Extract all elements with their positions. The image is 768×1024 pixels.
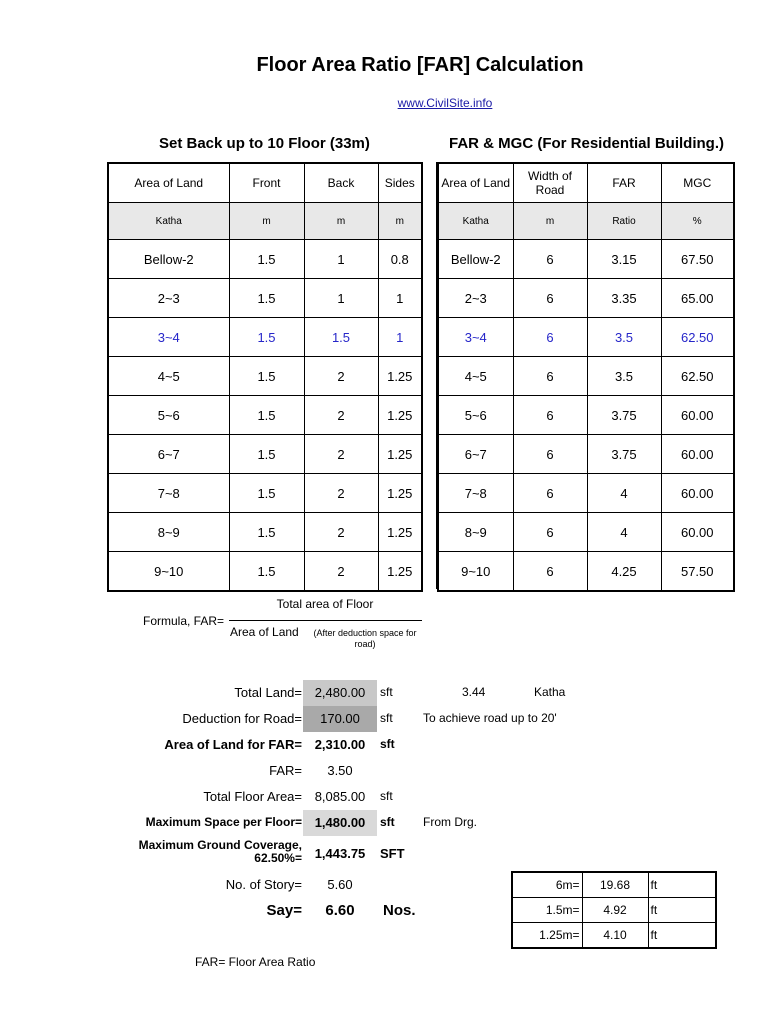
table-cell[interactable]: 60.00 xyxy=(661,435,734,474)
mgc-label-line1: Maximum Ground Coverage, xyxy=(138,838,302,852)
formula-numerator: Total area of Floor xyxy=(276,597,374,611)
table-row xyxy=(108,279,422,318)
table-cell[interactable]: 62.50 xyxy=(661,357,734,396)
table-cell[interactable]: 6 xyxy=(513,279,587,318)
table-cell[interactable]: 5~6 xyxy=(108,396,229,435)
table-cell[interactable]: 7~8 xyxy=(108,474,229,513)
deduction-unit: sft xyxy=(380,711,393,725)
table-cell[interactable]: Bellow-2 xyxy=(108,240,229,279)
far-mgc-table xyxy=(437,162,735,592)
deduction-label: Deduction for Road= xyxy=(182,711,302,726)
table-cell[interactable]: 1 xyxy=(378,318,422,357)
table-cell[interactable]: 1.5 xyxy=(229,513,304,552)
table-row xyxy=(438,279,734,318)
conversion-table xyxy=(511,871,717,949)
table-cell[interactable]: 60.00 xyxy=(661,513,734,552)
table-cell[interactable]: 62.50 xyxy=(661,318,734,357)
table-cell[interactable]: 2 xyxy=(304,435,378,474)
table-cell[interactable]: 1 xyxy=(304,279,378,318)
page-title: Floor Area Ratio [FAR] Calculation xyxy=(256,54,584,76)
table-row xyxy=(108,357,422,396)
table-cell[interactable]: 1.25 xyxy=(378,474,422,513)
table-row xyxy=(438,474,734,513)
table-cell[interactable]: 3~4 xyxy=(438,318,513,357)
header-row xyxy=(108,163,422,203)
table-cell[interactable]: 57.50 xyxy=(661,552,734,592)
formula-divider xyxy=(229,620,422,621)
table-row xyxy=(108,474,422,513)
table-cell[interactable]: 1.5 xyxy=(229,474,304,513)
total-floor-value: 8,085.00 xyxy=(314,789,366,804)
table-cell[interactable]: 6~7 xyxy=(438,435,513,474)
table-cell[interactable]: 3.75 xyxy=(587,435,661,474)
table-row xyxy=(438,396,734,435)
total-land-value[interactable]: 2,480.00 xyxy=(303,680,377,706)
table-cell[interactable]: 6 xyxy=(513,240,587,279)
table-row xyxy=(438,513,734,552)
table-cell[interactable]: 2 xyxy=(304,396,378,435)
area-far-unit: sft xyxy=(380,737,395,751)
conversion-cell[interactable]: ft xyxy=(648,872,716,898)
unit-cell: m xyxy=(304,203,378,240)
total-land-label: Total Land= xyxy=(234,685,302,700)
total-land-unit: sft xyxy=(380,685,393,699)
table-row xyxy=(438,318,734,357)
say-label: Say= xyxy=(266,902,302,919)
conversion-row xyxy=(512,898,716,923)
table-cell[interactable]: 4 xyxy=(587,474,661,513)
table-row xyxy=(438,552,734,592)
table-cell[interactable]: 1.25 xyxy=(378,357,422,396)
table-cell[interactable]: 60.00 xyxy=(661,396,734,435)
conversion-row xyxy=(512,923,716,949)
unit-cell: m xyxy=(229,203,304,240)
setback-heading: Set Back up to 10 Floor (33m) xyxy=(159,135,370,152)
conversion-cell[interactable]: ft xyxy=(648,898,716,923)
column-header: Back xyxy=(304,163,378,203)
column-header: Width of Road xyxy=(513,163,587,203)
table-cell[interactable]: 1.5 xyxy=(229,240,304,279)
table-row xyxy=(108,552,422,592)
table-cell[interactable]: 2 xyxy=(304,357,378,396)
column-header: Area of Land xyxy=(108,163,229,203)
table-row xyxy=(108,435,422,474)
table-gap xyxy=(422,162,437,589)
table-cell[interactable]: 1.5 xyxy=(304,318,378,357)
table-cell[interactable]: 1.5 xyxy=(229,396,304,435)
max-space-value[interactable]: 1,480.00 xyxy=(303,810,377,836)
table-cell[interactable]: 1.5 xyxy=(229,318,304,357)
column-header: MGC xyxy=(661,163,734,203)
table-cell[interactable]: 3~4 xyxy=(108,318,229,357)
column-header: FAR xyxy=(587,163,661,203)
table-cell[interactable]: 8~9 xyxy=(438,513,513,552)
table-cell[interactable]: 9~10 xyxy=(438,552,513,592)
unit-row xyxy=(108,203,422,240)
mgc-label-line2: 62.50%= xyxy=(254,851,302,865)
conversion-cell[interactable]: 4.92 xyxy=(582,898,648,923)
table-cell[interactable]: 60.00 xyxy=(661,474,734,513)
table-cell[interactable]: 5~6 xyxy=(438,396,513,435)
deduction-value[interactable]: 170.00 xyxy=(303,706,377,732)
unit-cell: % xyxy=(661,203,734,240)
table-row xyxy=(438,435,734,474)
max-space-note: From Drg. xyxy=(423,815,477,829)
formula-note: (After deduction space for road) xyxy=(313,628,417,649)
max-space-label: Maximum Space per Floor= xyxy=(145,815,302,829)
table-cell[interactable]: 4~5 xyxy=(438,357,513,396)
table-row xyxy=(108,318,422,357)
table-cell[interactable]: 6 xyxy=(513,396,587,435)
say-value: 6.60 xyxy=(325,902,355,919)
table-cell[interactable]: 3.75 xyxy=(587,396,661,435)
total-land-katha: 3.44 xyxy=(462,685,486,699)
table-cell[interactable]: 1.5 xyxy=(229,435,304,474)
table-cell[interactable]: 7~8 xyxy=(438,474,513,513)
total-floor-label: Total Floor Area= xyxy=(203,789,302,804)
unit-row xyxy=(438,203,734,240)
table-cell[interactable]: 1 xyxy=(378,279,422,318)
unit-cell: Katha xyxy=(438,203,513,240)
unit-cell: Ratio xyxy=(587,203,661,240)
table-row xyxy=(438,357,734,396)
far-label: FAR= xyxy=(269,763,302,778)
story-value: 5.60 xyxy=(327,877,353,892)
conversion-cell[interactable]: 4.10 xyxy=(582,923,648,949)
table-cell[interactable]: 1.25 xyxy=(378,435,422,474)
mgc-unit: SFT xyxy=(380,846,405,861)
table-cell[interactable]: 9~10 xyxy=(108,552,229,592)
formula-label: Formula, FAR= xyxy=(143,614,225,628)
table-row xyxy=(438,240,734,279)
conversion-cell[interactable]: 19.68 xyxy=(582,872,648,898)
table-cell[interactable]: 2~3 xyxy=(108,279,229,318)
table-row xyxy=(108,513,422,552)
table-cell[interactable]: 2 xyxy=(304,552,378,592)
table-cell[interactable]: 0.8 xyxy=(378,240,422,279)
table-cell[interactable]: 4.25 xyxy=(587,552,661,592)
table-cell[interactable]: 4~5 xyxy=(108,357,229,396)
footer-note: FAR= Floor Area Ratio xyxy=(195,955,316,969)
conversion-row xyxy=(512,872,716,898)
table-cell[interactable]: 67.50 xyxy=(661,240,734,279)
table-cell[interactable]: 3.5 xyxy=(587,357,661,396)
table-cell[interactable]: 3.5 xyxy=(587,318,661,357)
table-cell[interactable]: 6 xyxy=(513,474,587,513)
katha-label: Katha xyxy=(534,685,566,699)
far-value: 3.50 xyxy=(327,763,353,778)
table-row xyxy=(108,240,422,279)
unit-cell: Katha xyxy=(108,203,229,240)
unit-cell: m xyxy=(378,203,422,240)
table-cell[interactable]: 6 xyxy=(513,357,587,396)
conversion-cell[interactable]: 6m= xyxy=(512,872,582,898)
total-floor-unit: sft xyxy=(380,789,393,803)
table-cell[interactable]: 1.5 xyxy=(229,279,304,318)
table-cell[interactable]: 1.25 xyxy=(378,513,422,552)
table-cell[interactable]: 6~7 xyxy=(108,435,229,474)
story-label: No. of Story= xyxy=(225,877,302,892)
max-space-unit: sft xyxy=(380,815,395,829)
table-cell[interactable]: 1.5 xyxy=(229,357,304,396)
table-row xyxy=(108,396,422,435)
table-cell[interactable]: 2~3 xyxy=(438,279,513,318)
mgc-label xyxy=(100,839,302,865)
column-header: Front xyxy=(229,163,304,203)
table-cell[interactable]: 1.5 xyxy=(229,552,304,592)
site-link[interactable]: www.CivilSite.info xyxy=(397,96,493,110)
conversion-cell[interactable]: 1.5m= xyxy=(512,898,582,923)
table-cell[interactable]: 1.25 xyxy=(378,396,422,435)
conversion-cell[interactable]: 1.25m= xyxy=(512,923,582,949)
header-row xyxy=(438,163,734,203)
column-header: Area of Land xyxy=(438,163,513,203)
table-cell[interactable]: 6 xyxy=(513,513,587,552)
formula-denominator: Area of Land xyxy=(230,625,299,639)
area-far-label: Area of Land for FAR= xyxy=(164,737,302,752)
deduction-note: To achieve road up to 20' xyxy=(423,711,557,725)
unit-cell: m xyxy=(513,203,587,240)
column-header: Sides xyxy=(378,163,422,203)
table-cell[interactable]: 2 xyxy=(304,474,378,513)
table-cell[interactable]: 6 xyxy=(513,435,587,474)
table-cell[interactable]: 65.00 xyxy=(661,279,734,318)
setback-table xyxy=(107,162,423,592)
mgc-value: 1,443.75 xyxy=(314,846,366,861)
say-unit: Nos. xyxy=(383,902,416,919)
far-mgc-heading: FAR & MGC (For Residential Building.) xyxy=(449,135,724,152)
table-cell[interactable]: 8~9 xyxy=(108,513,229,552)
table-cell[interactable]: 6 xyxy=(513,552,587,592)
table-cell[interactable]: 4 xyxy=(587,513,661,552)
table-cell[interactable]: 1.25 xyxy=(378,552,422,592)
table-cell[interactable]: 3.35 xyxy=(587,279,661,318)
table-cell[interactable]: 2 xyxy=(304,513,378,552)
area-far-value: 2,310.00 xyxy=(314,737,366,752)
table-cell[interactable]: 6 xyxy=(513,318,587,357)
table-cell[interactable]: Bellow-2 xyxy=(438,240,513,279)
conversion-cell[interactable]: ft xyxy=(648,923,716,949)
table-cell[interactable]: 1 xyxy=(304,240,378,279)
table-cell[interactable]: 3.15 xyxy=(587,240,661,279)
